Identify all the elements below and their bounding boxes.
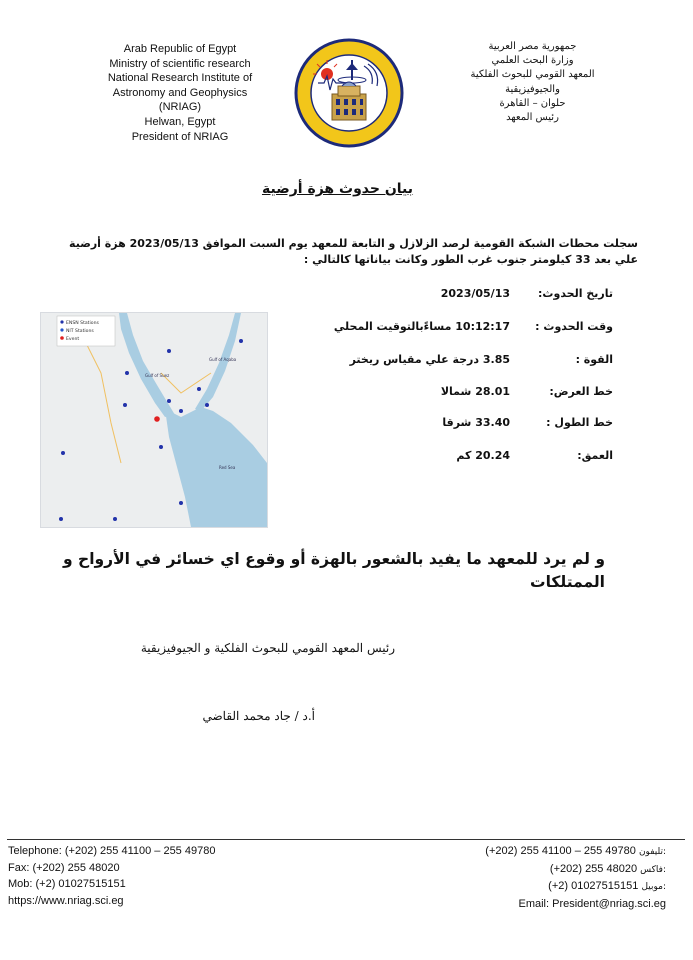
time-label: وقت الحدوث :	[535, 320, 613, 333]
legend-ensn: ENSN Stations	[66, 321, 99, 326]
latitude-value: 28.01 شمالا	[440, 385, 510, 398]
footer-ar-fax-label: فاكس:	[640, 864, 666, 875]
station-marker	[123, 403, 127, 407]
footer-ar-mobile-value: (+2) 01027515151	[548, 880, 639, 893]
place-label: Red Sea	[219, 465, 236, 470]
intro-paragraph: سجلت محطات الشبكة القومية لرصد الزلازل و التابعة للمعهد يوم السبت الموافق 2023/05/13 هزة أرضية علي بعد 33 كيلومتر جنوب غرب الطور وكانت بياناتها كالتالي :	[69, 237, 638, 266]
footer-arabic-contacts	[380, 843, 666, 912]
header-arabic-line: المعهد القومي للبحوث الفلكية	[470, 69, 595, 81]
station-marker	[179, 409, 183, 413]
legend-event-marker	[60, 336, 64, 340]
station-marker	[113, 517, 117, 521]
footer-english-contacts	[8, 843, 328, 909]
station-marker	[125, 371, 129, 375]
header-english-line: Helwan, Egypt	[144, 115, 216, 128]
station-marker	[205, 403, 209, 407]
header-english-line: (NRIAG)	[158, 101, 202, 114]
footer-ar-fax-value: (+202) 255 48020	[549, 862, 638, 875]
magnitude-value: 3.85 درجة علي مقياس ريختر	[349, 353, 510, 366]
station-marker	[167, 349, 171, 353]
header-english-block	[60, 42, 300, 144]
footer-mobile: Mob: (+2) 01027515151	[8, 878, 126, 891]
depth-value: 20.24 كم	[456, 449, 510, 462]
place-label: Gulf of Aqaba	[209, 357, 237, 362]
place-label: Gulf of Suez	[145, 373, 170, 378]
footer-ar-telephone	[380, 843, 666, 861]
legend-nit-marker	[60, 328, 63, 331]
station-marker	[179, 501, 183, 505]
statement-title: بيان حدوث هزة أرضية	[261, 181, 414, 197]
header-arabic-line: رئيس المعهد	[506, 112, 559, 124]
header-arabic-block	[440, 40, 625, 125]
event-epicenter-marker	[154, 416, 160, 422]
signatory-name: أ.د / جاد محمد القاضي	[202, 709, 315, 723]
footer-email-link[interactable]: Email: President@nriag.sci.eg	[518, 897, 666, 910]
magnitude-label: القوة :	[575, 353, 613, 366]
latitude-label: خط العرض:	[549, 385, 613, 398]
map-graphic	[41, 313, 267, 527]
footer-website-link[interactable]: https://www.nriag.sci.eg	[8, 894, 124, 907]
time-value: 10:12:17 مساءًبالتوقيت المحلي	[333, 320, 510, 333]
longitude-value: 33.40 شرقا	[442, 416, 510, 429]
legend-event: Event	[66, 337, 80, 342]
footer-ar-telephone-label: تليفون:	[638, 847, 666, 857]
footer-ar-fax	[380, 861, 666, 879]
header-english-line: Ministry of scientific research	[109, 57, 251, 70]
legend-ensn-marker	[60, 320, 63, 323]
footer-ar-mobile	[380, 878, 666, 896]
station-marker	[167, 399, 171, 403]
longitude-label: خط الطول :	[546, 416, 613, 429]
date-label: تاريخ الحدوث:	[538, 287, 613, 300]
header-english-line: National Research Institute of	[107, 72, 253, 85]
station-marker	[59, 517, 63, 521]
epicenter-map	[40, 312, 268, 528]
header-arabic-line: حلوان – القاهرة	[499, 97, 566, 109]
header-arabic-line: جمهورية مصر العربية	[488, 41, 577, 52]
station-marker	[239, 339, 243, 343]
station-marker	[159, 445, 163, 449]
footer-ar-telephone-value: (+202) 255 41100 – 255 49780	[485, 845, 636, 857]
header-english-line: Astronomy and Geophysics	[112, 86, 248, 99]
date-value: 2023/05/13	[440, 287, 510, 300]
nriag-logo	[294, 38, 404, 148]
header-english-line: Arab Republic of Egypt	[123, 43, 237, 55]
depth-label: العمق:	[577, 449, 613, 462]
footer-divider	[7, 839, 685, 840]
footer-fax: Fax: (+202) 255 48020	[8, 861, 120, 874]
header-english-line: President of NRIAG	[131, 130, 229, 143]
station-marker	[197, 387, 201, 391]
header-arabic-line: والجيوفيزيقية	[505, 83, 560, 95]
header-arabic-line: وزارة البحث العلمي	[491, 55, 574, 67]
notice-paragraph: و لم يرد للمعهد ما يفيد بالشعور بالهزة أو وقوع اي خسائر في الأرواح و الممتلكات	[63, 550, 605, 591]
legend-nit: NIT Stations	[66, 329, 94, 334]
station-marker	[61, 451, 65, 455]
footer-ar-mobile-label: موبيل:	[641, 882, 666, 893]
footer-telephone: Telephone: (+202) 255 41100 – 255 49780	[8, 845, 216, 857]
signatory-title: رئيس المعهد القومي للبحوث الفلكية و الجيوفيزيقية	[140, 641, 395, 655]
